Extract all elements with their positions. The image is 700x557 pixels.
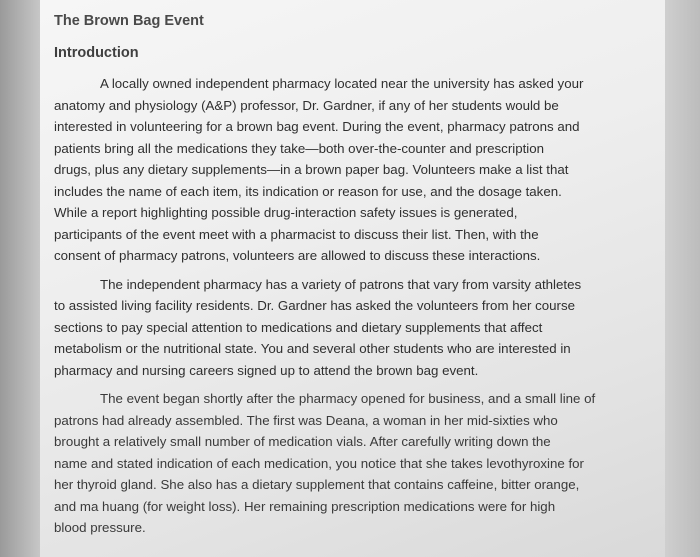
paragraph-line: metabolism or the nutritional state. You and several other students who are interested in: [54, 341, 571, 356]
paragraph-line: While a report highlighting possible drug-interaction safety issues is generated,: [54, 205, 518, 220]
paragraph-line: The event began shortly after the pharmacy opened for business, and a small line of: [100, 391, 596, 406]
paragraph-3: [54, 388, 624, 539]
paragraph-line: pharmacy and nursing careers signed up to attend the brown bag event.: [54, 362, 479, 378]
right-margin-shadow: [665, 0, 700, 557]
paragraph-line: A locally owned independent pharmacy located near the university has asked your: [100, 76, 584, 91]
paragraph-2: [54, 274, 624, 382]
paragraph-line: interested in volunteering for a brown bag event. During the event, pharmacy patrons and: [54, 119, 580, 134]
paragraph-line: anatomy and physiology (A&P) professor, Dr. Gardner, if any of her students would be: [54, 97, 559, 113]
left-margin-shadow: [0, 0, 40, 557]
paragraph-line: participants of the event meet with a pharmacist to discuss their list. Then, with the: [54, 226, 539, 242]
paragraph-line: drugs, plus any dietary supplements—in a brown paper bag. Volunteers make a list that: [54, 162, 569, 177]
section-heading-introduction: Introduction: [54, 45, 139, 61]
paragraph-line: name and stated indication of each medication, you notice that she takes levothyroxine for: [54, 455, 584, 471]
paragraph-line: to assisted living facility residents. Dr. Gardner has asked the volunteers from her course: [54, 298, 576, 313]
paragraph-line: and ma huang (for weight loss). Her remaining prescription medications were for high: [54, 498, 556, 514]
paragraph-line: includes the name of each item, its indication or reason for use, and the dosage taken.: [54, 183, 562, 199]
paragraph-line: The independent pharmacy has a variety of patrons that vary from varsity athletes: [100, 276, 582, 292]
paragraph-1: [54, 73, 624, 267]
paragraph-line: her thyroid gland. She also has a dietary supplement that contains caffeine, bitter orange,: [54, 477, 580, 492]
document-title: The Brown Bag Event: [54, 13, 204, 29]
document-page: [40, 0, 665, 557]
paragraph-line: sections to pay special attention to medications and dietary supplements that affect: [54, 319, 543, 335]
paragraph-line: brought a relatively small number of medication vials. After carefully writing down the: [54, 434, 551, 449]
paragraph-line: patients bring all the medications they take—both over-the-counter and prescription: [54, 140, 545, 156]
paragraph-line: patrons had already assembled. The first was Deana, a woman in her mid-sixties who: [54, 412, 558, 428]
paragraph-line: blood pressure.: [54, 520, 146, 535]
paragraph-line: consent of pharmacy patrons, volunteers are allowed to discuss these interactions.: [54, 248, 541, 263]
